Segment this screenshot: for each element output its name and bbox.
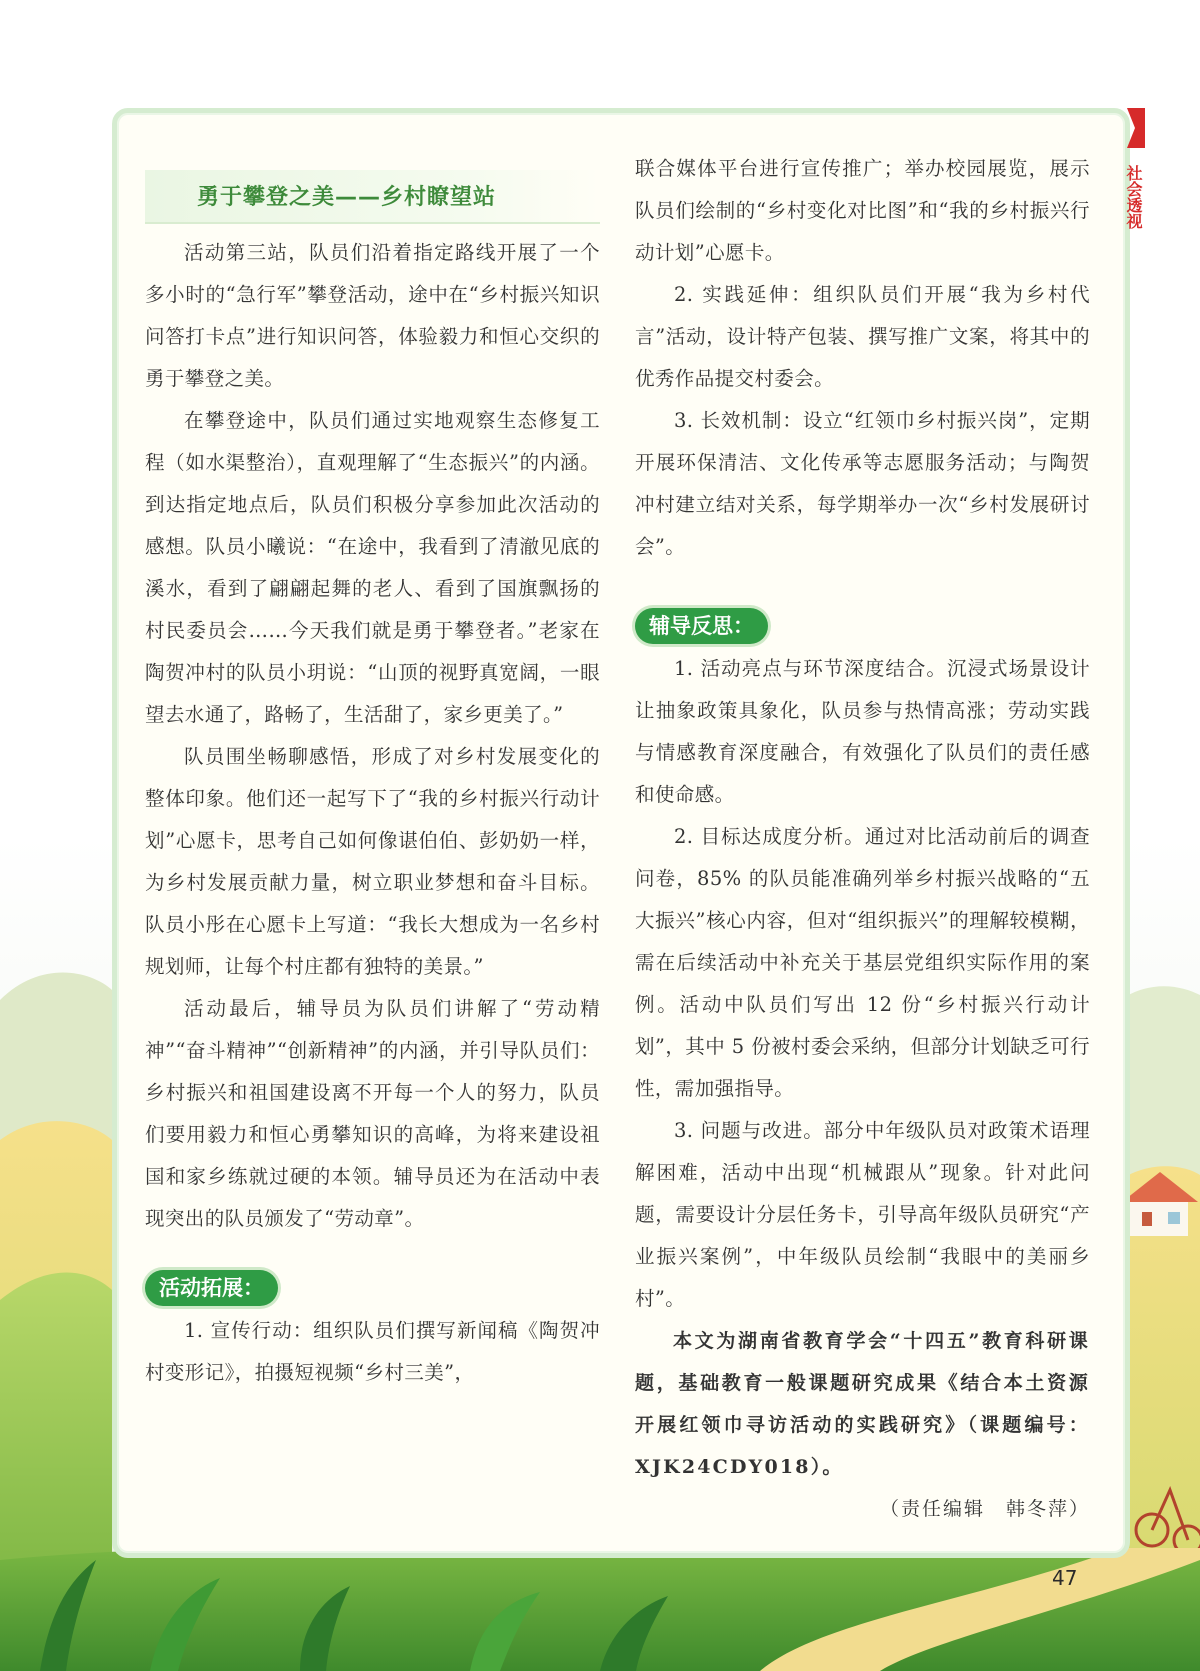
section-tab-marker <box>1123 108 1145 148</box>
paragraph: 队员围坐畅聊感悟，形成了对乡村发展变化的整体印象。他们还一起写下了“我的乡村振兴行动计划”心愿卡，思考自己如何像谌伯伯、彭奶奶一样，为乡村发展贡献力量，树立职业梦想和奋斗目标。队员小彤在心愿卡上写道：“我长大想成为一名乡村规划师，让每个村庄都有独特的美景。” <box>145 745 600 978</box>
activity-extension-label: 活动拓展： <box>145 1270 278 1306</box>
reflection-item: 3. 问题与改进。部分中年级队员对政策术语理解困难，活动中出现“机械跟从”现象。针对此问题，需要设计分层任务卡，引导高年级队员研究“产业振兴案例”，中年级队员绘制“我眼中的美丽乡村”。 <box>635 1119 1090 1310</box>
extension-item: 2. 实践延伸：组织队员们开展“我为乡村代言”活动，设计特产包装、撰写推广文案，将其中的优秀作品提交村委会。 <box>635 283 1090 390</box>
section-heading-text: 勇于攀登之美——乡村瞭望站 <box>197 185 497 210</box>
extension-item-continued: 联合媒体平台进行宣传推广；举办校园展览，展示队员们绘制的“乡村变化对比图”和“我的乡村振兴行动计划”心愿卡。 <box>635 157 1090 264</box>
left-column <box>145 148 600 1394</box>
extension-item: 3. 长效机制：设立“红领巾乡村振兴岗”，定期开展环保清洁、文化传承等志愿服务活动；与陶贺冲村建立结对关系，每学期举办一次“乡村发展研讨会”。 <box>635 409 1090 558</box>
funding-note: 本文为湖南省教育学会“十四五”教育科研课题，基础教育一般课题研究成果《结合本土资源开展红领巾寻访活动的实践研究》（课题编号：XJK24CDY018）。 <box>635 1330 1090 1478</box>
paragraph: 活动第三站，队员们沿着指定路线开展了一个多小时的“急行军”攀登活动，途中在“乡村振兴知识问答打卡点”进行知识问答，体验毅力和恒心交织的勇于攀登之美。 <box>145 241 600 390</box>
reflection-label: 辅导反思： <box>635 608 768 644</box>
section-tab-label: 社会透视 <box>1124 165 1143 229</box>
right-column <box>635 148 1090 1530</box>
extension-item: 1. 宣传行动：组织队员们撰写新闻稿《陶贺冲村变形记》，拍摄短视频“乡村三美”， <box>145 1319 600 1384</box>
page-number: 47 <box>1052 1566 1078 1590</box>
responsible-editor: （责任编辑 韩冬萍） <box>879 1498 1090 1520</box>
section-heading <box>145 170 600 224</box>
reflection-item: 2. 目标达成度分析。通过对比活动前后的调查问卷，85% 的队员能准确列举乡村振兴战略的“五大振兴”核心内容，但对“组织振兴”的理解较模糊，需在后续活动中补充关于基层党组织实际作用的案例。活动中队员们写出 12 份“乡村振兴行动计划”，其中 5 份被村委会采纳，但部分计划缺乏可行性，需加强指导。 <box>635 825 1090 1100</box>
paragraph: 在攀登途中，队员们通过实地观察生态修复工程（如水渠整治），直观理解了“生态振兴”的内涵。到达指定地点后，队员们积极分享参加此次活动的感想。队员小曦说：“在途中，我看到了清澈见底的溪水，看到了翩翩起舞的老人、看到了国旗飘扬的村民委员会……今天我们就是勇于攀登者。”老家在陶贺冲村的队员小玥说：“山顶的视野真宽阔，一眼望去水通了，路畅了，生活甜了，家乡更美了。” <box>145 409 600 726</box>
reflection-item: 1. 活动亮点与环节深度结合。沉浸式场景设计让抽象政策具象化，队员参与热情高涨；劳动实践与情感教育深度融合，有效强化了队员们的责任感和使命感。 <box>635 657 1090 806</box>
paragraph: 活动最后，辅导员为队员们讲解了“劳动精神”“奋斗精神”“创新精神”的内涵，并引导队员们：乡村振兴和祖国建设离不开每一个人的努力，队员们要用毅力和恒心勇攀知识的高峰，为将来建设祖国和家乡练就过硬的本领。辅导员还为在活动中表现突出的队员颁发了“劳动章”。 <box>145 997 600 1230</box>
